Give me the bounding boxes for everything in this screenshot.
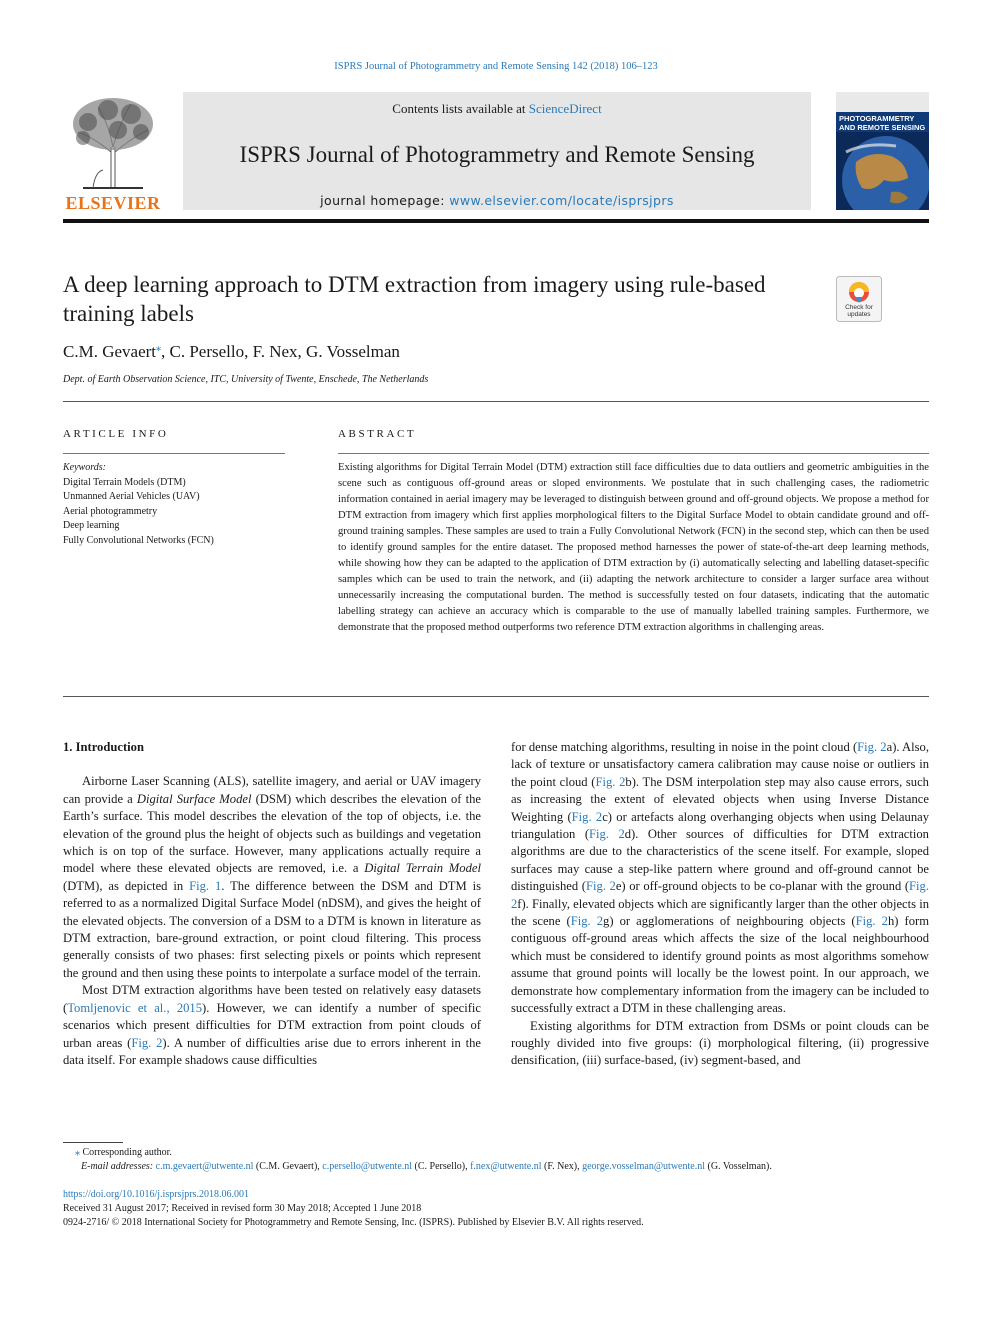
corresponding-mark-note: ⁎	[75, 1147, 80, 1158]
fig-ref-link[interactable]: Fig. 2	[511, 879, 929, 911]
affiliation: Dept. of Earth Observation Science, ITC, University of Twente, Enschede, The Netherlands	[63, 374, 429, 385]
term-dsm: Digital Surface Model	[136, 791, 252, 806]
fig-ref-link[interactable]: Fig. 2	[589, 827, 625, 842]
publisher-logo-text: ELSEVIER	[65, 193, 161, 213]
keyword-item: Fully Convolutional Networks (FCN)	[63, 534, 214, 546]
fig-ref-link[interactable]: Fig. 2	[570, 914, 604, 929]
masthead-rule	[63, 219, 929, 223]
text-span: ). However, we can identify a number of specific scenarios which present difficulties for DTM extraction from point clouds of urban areas (	[63, 1000, 481, 1050]
fig-ref-link[interactable]: Fig. 2	[857, 740, 887, 754]
fig-ref-link[interactable]: Fig. 2	[131, 1035, 163, 1050]
right-column	[511, 739, 929, 1070]
running-header[interactable]: ISPRS Journal of Photogrammetry and Remote Sensing 142 (2018) 106–123	[334, 61, 658, 72]
text-span: h) form contiguous off-ground areas which affects the size of the local neighbourhood which must be considered to identify ground points as most algorithms somehow assume that ground points will locally be the lowest point. In our approach, we demonstrate how complementary information from the imagery can be included to successfully extract a DTM in these challenging areas.	[511, 914, 929, 1016]
article-info-heading: ARTICLE INFO	[63, 428, 169, 440]
article-info-rule	[63, 453, 285, 454]
text-span: (DTM), as depicted in	[63, 878, 190, 893]
text-span: Most DTM extraction algorithms have been tested on relatively easy datasets (	[63, 983, 481, 1015]
text-span: for dense matching algorithms, resulting in noise in the point cloud (	[511, 740, 858, 754]
text-span: Airborne Laser Scanning (ALS), satellite imagery, and aerial or UAV imagery can provide a	[63, 774, 481, 806]
email-link[interactable]: f.nex@utwente.nl	[470, 1161, 542, 1172]
text-span: ). A number of difficulties arise due to errors inherent in the data itself. For example shadows cause difficulties	[63, 1035, 481, 1067]
keywords-block	[63, 461, 303, 548]
text-span: . The difference between the DSM and DTM is referred to as a normalized Digital Surface Model (nDSM), and gives the height of the elevated objects. The conversion of a DSM to a DTM is known in literature as DTM extraction, bare-ground extraction, or point cloud filtering. This process generally consists of two phases: first selecting pixels or points which represent the ground and then using these points to interpolate a surface model of the terrain.	[63, 878, 481, 980]
cover-header-strip	[836, 92, 929, 112]
fig-ref-link[interactable]: Fig. 2	[571, 809, 603, 824]
section-heading: 1. Introduction	[63, 740, 144, 754]
journal-title: ISPRS Journal of Photogrammetry and Remote Sensing	[239, 142, 755, 167]
keyword-item: Aerial photogrammetry	[63, 505, 158, 517]
abstract-rule	[338, 453, 929, 454]
text-span: d). Other sources of difficulties for DTM extraction algorithms are due to the characteristics of the scene itself. For example, sloped surfaces may cause a step-like pattern where ground and off-ground cannot be distinguished (	[511, 827, 929, 894]
abstract-heading: ABSTRACT	[338, 428, 417, 440]
text-span: (DSM) which describes the elevation of the Earth’s surface. This model describes the elevation of the top of objects, i.e. the elevation of the ground plus the height of objects such as buildings and vegetation which is on top of the surface. However, many applications actually require a model where these elevated objects are removed, i.e. a	[63, 791, 482, 876]
email-owner: (F. Nex),	[541, 1161, 583, 1172]
keyword-item: Unmanned Aerial Vehicles (UAV)	[63, 491, 200, 502]
received-dates: Received 31 August 2017; Received in revised form 30 May 2018; Accepted 1 June 2018	[63, 1203, 422, 1214]
keywords-label: Keywords:	[63, 462, 106, 473]
corresponding-note	[75, 1146, 172, 1161]
footnote-rule	[63, 1142, 123, 1143]
check-for-updates-icon[interactable]	[836, 276, 882, 322]
text-span: f). Finally, elevated objects which are significantly larger than the other objects in the scene (	[511, 896, 929, 929]
email-owner: (G. Vosselman).	[705, 1161, 772, 1172]
keyword-item: Digital Terrain Models (DTM)	[63, 476, 186, 488]
term-dtm: Digital Terrain Model	[364, 861, 481, 876]
left-column	[63, 739, 481, 1069]
journal-cover-thumbnail[interactable]	[836, 92, 929, 210]
intro-paragraph-1	[63, 773, 481, 982]
email-link[interactable]: c.persello@utwente.nl	[322, 1161, 413, 1172]
text-span: e) or off-ground objects to be co-planar with the ground (	[615, 879, 910, 894]
homepage-prefix: journal homepage:	[320, 193, 450, 208]
intro-paragraph-4: Existing algorithms for DTM extraction from DSMs or point clouds can be roughly divided into five groups: (i) morphological filtering, (ii) progressive densification, (iii) surface-based, (iv) segment-based, and	[511, 1018, 929, 1068]
text-span: g) or agglomerations of neighbouring objects (	[603, 914, 856, 929]
intro-paragraph-2	[63, 982, 481, 1069]
email-link[interactable]: c.m.gevaert@utwente.nl	[155, 1161, 254, 1172]
email-addresses	[81, 1160, 929, 1175]
contents-prefix: Contents lists available at	[392, 101, 529, 116]
title-rule	[63, 401, 929, 402]
keyword-item: Deep learning	[63, 520, 120, 531]
email-owner: (C. Persello),	[412, 1161, 471, 1172]
fig-ref-link[interactable]: Fig. 2	[585, 879, 616, 894]
email-owner: (C.M. Gevaert),	[253, 1161, 323, 1172]
citation-link[interactable]: Tomljenovic et al., 2015	[67, 1000, 203, 1015]
globe-icon	[836, 132, 929, 210]
article-title: A deep learning approach to DTM extraction from imagery using rule-based training labels	[63, 272, 766, 326]
fig-ref-link[interactable]: Fig. 2	[595, 774, 626, 789]
author-first: C.M. Gevaert	[63, 342, 157, 361]
email-label: E-mail addresses:	[81, 1161, 154, 1172]
text-span: c) or artefacts along overhanging objects when using Delaunay triangulation (	[511, 809, 929, 842]
homepage-link[interactable]: www.elsevier.com/locate/isprsjprs	[449, 193, 674, 208]
contents-line	[183, 101, 811, 117]
text-span: b). The DSM interpolation step may also cause errors, such as increasing the extent of elevated objects when using Inverse Distance Weighting (	[511, 774, 929, 824]
email-link[interactable]: george.vosselman@utwente.nl	[582, 1161, 705, 1172]
corresponding-text: Corresponding author.	[82, 1147, 172, 1158]
text-span: a). Also, lack of texture or unsatisfactory camera calibration may cause noise or outliers in the point cloud (	[511, 740, 929, 789]
fig-ref-link[interactable]: Fig. 1	[189, 878, 222, 893]
author-list	[63, 342, 400, 362]
intro-paragraph-3	[511, 739, 929, 1018]
sciencedirect-link[interactable]: ScienceDirect	[528, 101, 602, 116]
doi-link[interactable]: https://doi.org/10.1016/j.isprsjprs.2018.06.001	[63, 1189, 249, 1200]
abstract-bottom-rule	[63, 696, 929, 697]
check-for-updates-label: Check for updates	[845, 304, 873, 318]
cover-title: PHOTOGRAMMETRY AND REMOTE SENSING	[839, 114, 926, 132]
corresponding-mark[interactable]: ⁎	[156, 342, 162, 354]
homepage-line	[183, 193, 811, 208]
fig-ref-link[interactable]: Fig. 2	[855, 914, 888, 929]
copyright-line: 0924-2716/ © 2018 International Society for Photogrammetry and Remote Sensing, Inc. (ISPRS). Published by Elsevier B.V. All rights reserved.	[63, 1217, 644, 1228]
author-rest: , C. Persello, F. Nex, G. Vosselman	[161, 342, 400, 361]
abstract-text: Existing algorithms for Digital Terrain Model (DTM) extraction still face difficulties due to data outliers and geometric ambiguities in the scene such as contiguous off-ground areas or sloped environments. We postulate that in such challenging cases, the radiometric information contained in aerial imagery may be leveraged to distinguish between ground and off-ground objects. We propose a method for DTM extraction from imagery which first applies morphological filters to the Digital Surface Model to obtain candidate ground and off-ground training samples. These samples are used to train a Fully Convolutional Network (FCN) in the second step, which can then be used to identify ground samples for the entire dataset. The proposed method harnesses the power of state-of-the-art deep learning methods, while showing how they can be adapted to the application of DTM extraction by (i) automatically selecting and labelling dataset-specific samples which can be used to train the network, and (ii) adapting the network architecture to consider a larger surface area without unnecessarily increasing the computational burden. The method is successfully tested on four datasets, indicating that the automatic labelling strategy can achieve an accuracy which is comparable to the use of manually labelled training samples. Furthermore, we demonstrate that the proposed method outperforms two reference DTM extraction algorithms in challenging areas.	[338, 462, 929, 633]
